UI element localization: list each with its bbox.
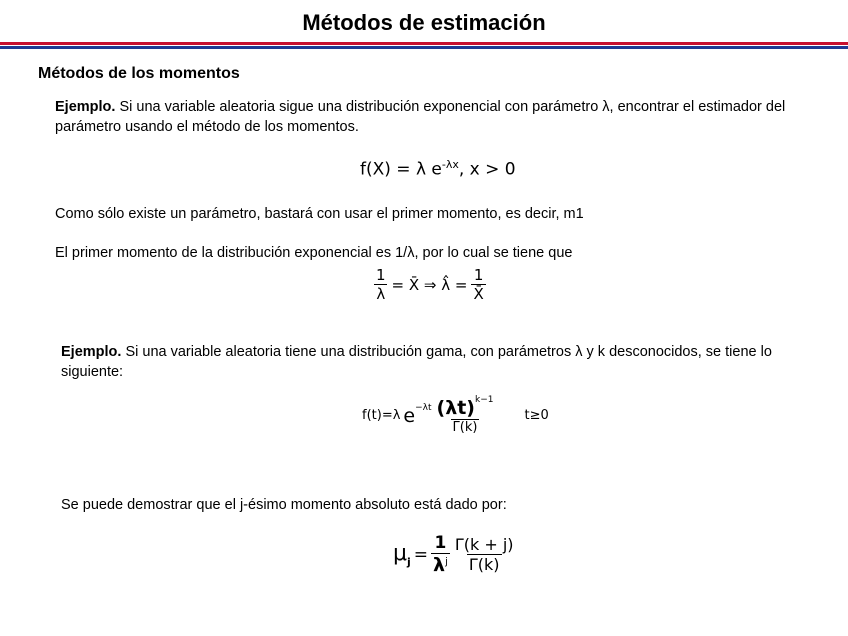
example1-label: Ejemplo. [55, 99, 116, 115]
fraction-one-over-lambda [374, 266, 388, 303]
moment-equals: = [413, 544, 429, 565]
header-rule-blue [0, 46, 848, 49]
moment-num2: Γ(k + j) [454, 535, 514, 554]
moment-lambda: λ [433, 554, 446, 576]
example1-note2: El primer momento de la distribución exponencial es 1/λ, por lo cual se tiene que [55, 245, 573, 261]
gamma-e: e [403, 405, 416, 427]
exponential-pdf-formula [360, 158, 516, 180]
example1-note1: Como sólo existe un parámetro, bastará con usar el primer momento, es decir, m1 [55, 206, 584, 222]
pdf-lhs: f(X) = λ e [360, 159, 442, 180]
header-rule-red [0, 42, 848, 45]
gamma-prefix: f(t)=λ [362, 407, 401, 423]
estimator-equation [374, 266, 486, 303]
pdf-rhs: , x > 0 [458, 159, 516, 180]
frac-num: 1 [376, 266, 386, 284]
fraction-one-over-xbar [471, 266, 485, 303]
example2-label: Ejemplo. [61, 344, 122, 360]
example2-paragraph [61, 342, 821, 382]
frac-den2: X̄ [473, 285, 484, 303]
moment-formula [393, 533, 516, 576]
example2-text: Si una variable aleatoria tiene una distribución gama, con parámetros λ y k desconocidos, se tiene lo siguiente: [61, 344, 772, 380]
moment-num1: 1 [434, 533, 447, 553]
page-title: Métodos de estimación [302, 10, 546, 35]
moment-den1 [431, 553, 450, 576]
gamma-fraction [435, 395, 496, 435]
mu-subscript: j [407, 555, 411, 569]
frac-den: λ [376, 285, 386, 303]
gamma-num-exponent: k−1 [475, 395, 494, 405]
moment-fraction-1 [431, 533, 450, 576]
moment-lambda-exp: j [445, 556, 448, 568]
gamma-lambda-t: (λt) [436, 397, 475, 419]
frac-num2: 1 [473, 266, 484, 284]
moment-statement: Se puede demostrar que el j-ésimo momento absoluto está dado por: [61, 497, 507, 513]
gamma-pdf-formula [362, 395, 549, 435]
example1-paragraph [55, 97, 815, 137]
mu-symbol: μ [393, 540, 407, 566]
gamma-numerator [435, 395, 496, 419]
pdf-exponent: -λx [441, 158, 459, 171]
moment-fraction-2 [453, 535, 516, 574]
gamma-denominator: Γ(k) [452, 420, 478, 435]
gamma-exp-base [403, 403, 431, 427]
moment-den2: Γ(k) [468, 555, 500, 574]
example1-text: Si una variable aleatoria sigue una distribución exponencial con parámetro λ, encontrar el estimador del parámetro usando el método de los momentos. [55, 99, 786, 135]
gamma-e-exponent: −λt [415, 403, 432, 413]
moment-mu [393, 541, 411, 568]
gamma-condition: t≥0 [524, 407, 549, 423]
eq-middle: = X̄ ⇒ λ̂ = [391, 275, 468, 294]
section-heading: Métodos de los momentos [38, 65, 240, 82]
